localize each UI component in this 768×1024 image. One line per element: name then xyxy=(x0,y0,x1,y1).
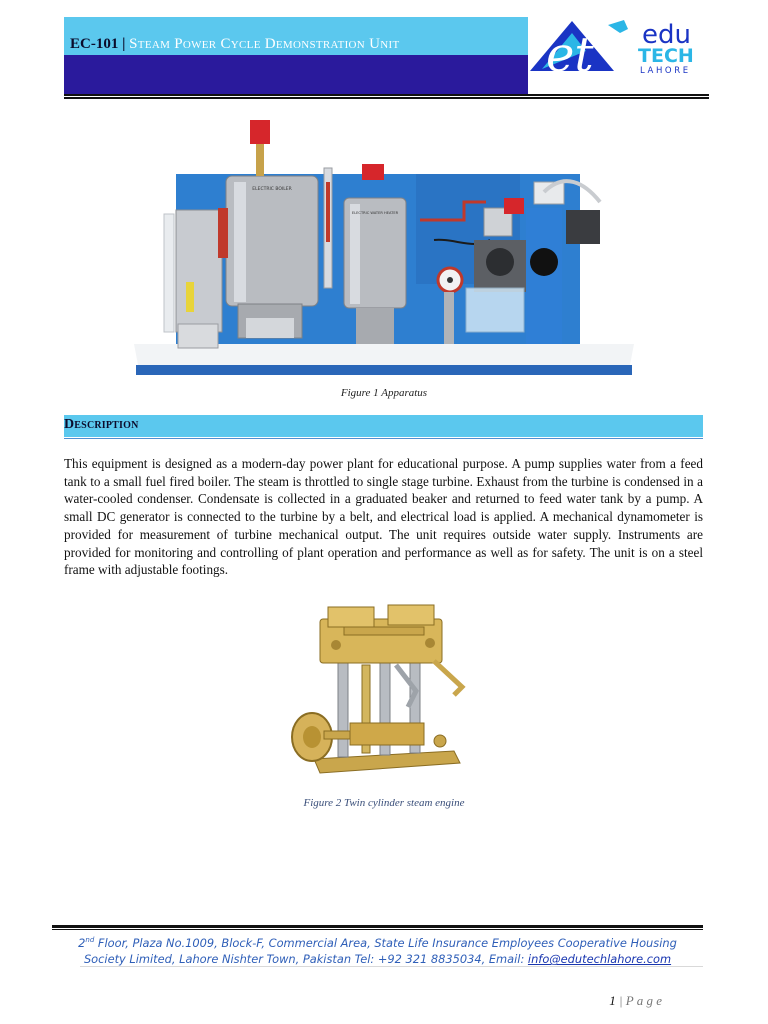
logo-mark: et xyxy=(546,27,594,77)
header-rule-secondary xyxy=(64,97,709,99)
figure-2-caption: Figure 2 Twin cylinder steam engine xyxy=(303,797,465,809)
apparatus-figure xyxy=(134,112,634,377)
product-code: EC-101 xyxy=(70,36,119,52)
figure-1-caption: Figure 1 Apparatus xyxy=(340,387,428,399)
title-separator: | xyxy=(122,36,126,52)
address-floor-number: 2 xyxy=(78,935,86,950)
section-title: Description xyxy=(64,417,139,432)
product-name: Steam Power Cycle Demonstration Unit xyxy=(129,36,400,52)
footer-address xyxy=(52,932,703,968)
address-line-2: Society Limited, Lahore Nishter Town, Pakistan Tel: +92 321 8835034, Email: xyxy=(83,952,528,967)
document-title xyxy=(70,36,399,53)
heater-label: ELECTRIC WATER HEATER xyxy=(351,211,399,215)
section-rule xyxy=(64,438,703,439)
edutech-logo xyxy=(528,17,708,77)
section-band xyxy=(64,415,703,437)
logo-word-lahore: LAHORE xyxy=(640,66,691,76)
address-floor-suffix: nd xyxy=(85,936,95,944)
footer-rule-secondary xyxy=(52,929,703,930)
boiler-label: ELECTRIC BOILER xyxy=(252,187,292,192)
page-number xyxy=(609,993,662,1009)
page-number-value: 1 xyxy=(609,993,616,1008)
description-paragraph: This equipment is designed as a modern-day power plant for educational purpose. A pump supplies water from a feed tank to a small fuel fired boiler. The steam is throttled to single stage turbine. Exhaust from the turbine is condensed in a water-cooled condenser. Condensate is collected in a graduated beaker and returned to feed water tank by a pump. A small DC generator is connected to the turbine by a belt, and electrical load is applied. A mechanical dynamometer is provided for measurement of turbine mechanical output. The unit requires outside water supply. Instruments are provided for monitoring and controlling of plant operation and performance as well as for safety. The unit is on a steel frame with adjustable footings. xyxy=(64,456,703,578)
email-link[interactable]: info@edutechlahore.com xyxy=(527,952,672,967)
header-band-dark xyxy=(64,55,528,94)
footer-rule xyxy=(52,925,703,928)
steam-engine-figure xyxy=(284,591,484,786)
logo-word-edu: edu xyxy=(642,20,691,50)
logo-word-tech: TECH xyxy=(638,45,694,67)
header-rule xyxy=(64,94,709,96)
page-word: P a g e xyxy=(625,993,662,1008)
page-number-separator: | xyxy=(615,993,626,1008)
address-line-1: Floor, Plaza No.1009, Block-F, Commercial Area, State Life Insurance Employees Cooperative Housing xyxy=(94,935,677,950)
header-band xyxy=(64,17,528,94)
footer-rule-light xyxy=(80,966,703,967)
